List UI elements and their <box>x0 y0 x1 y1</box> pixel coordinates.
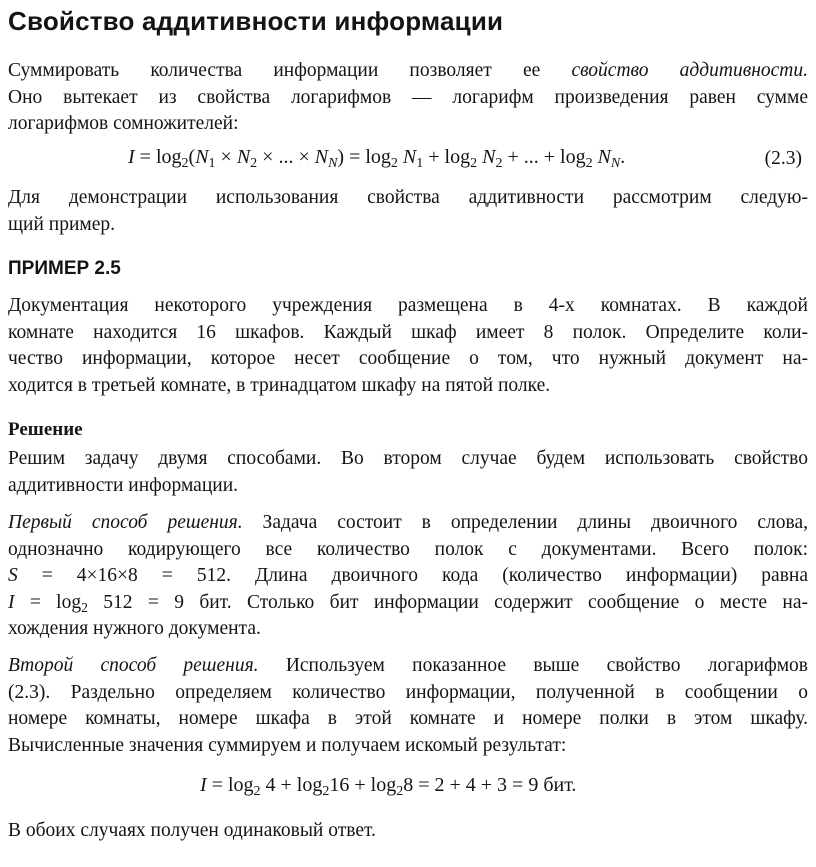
equation-number: (2.3) <box>764 148 802 169</box>
demo-line: щий пример. <box>8 213 116 235</box>
intro-line: Оно вытекает из свойства логарифмов — логарифм произведения равен сумме <box>8 86 808 108</box>
example-line: ходится в третьей комнате, в тринадцатом шкафу на пятой полке. <box>8 374 551 396</box>
method2-line: (2.3). Раздельно определяем количество информации, полученной в сообщении о <box>8 681 808 703</box>
method2-line: Второй способ решения. Используем показанное выше свойство логарифмов <box>8 655 809 676</box>
solution-line: Решим задачу двумя способами. Во втором случае будем использовать свойство <box>8 448 808 469</box>
method2-paragraph <box>8 653 808 759</box>
method1-label: Первый способ решения. <box>8 512 243 533</box>
method2-line: Вычисленные значения суммируем и получаем искомый результат: <box>8 734 567 756</box>
example-paragraph <box>8 293 808 399</box>
solution-heading: Решение <box>8 419 83 440</box>
intro-line: логарифмов сомножителей: <box>8 113 239 134</box>
example-line: комнате находится 16 шкафов. Каждый шкаф имеет 8 полок. Определите коли- <box>8 321 808 343</box>
conclusion-paragraph <box>8 818 808 845</box>
demo-line: Для демонстрации использования свойства аддитивности рассмотрим следую- <box>8 187 808 208</box>
method1-line: однозначно кодирующего все количество полок с документами. Всего полок: <box>8 538 808 560</box>
example-line: Документация некоторого учреждения размещена в 4-х комнатах. В каждой <box>8 295 808 316</box>
intro-line: Суммировать количества информации позволяет ее свойство аддитивности. <box>8 60 808 81</box>
solution-paragraph <box>8 446 808 499</box>
equation-2-3: $I = \log_2(N_1 \times N_2$ × ... × $N_N) = \log_2 N_1 + \log_2 N_2$ + ... + $\log_2 N_N$. <box>128 146 626 171</box>
method2-line: номере комнаты, номере шкафа в этой комнате и номере полки в этом шкафу. <box>8 708 808 729</box>
method2-label: Второй способ решения. <box>8 655 259 676</box>
intro-paragraph <box>8 58 808 138</box>
term-additivity: свойство аддитивности. <box>571 60 808 81</box>
method1-line: Первый способ решения. Задача состоит в определении длины двоичного слова, <box>8 512 808 533</box>
method1-line: S = 4×16×8 = 512. Длина двоичного кода (количество информации) равна <box>8 565 808 586</box>
method1-paragraph <box>8 510 808 643</box>
method1-line: $I = \log_2 512 = 9$ бит. Столько бит информации содержит сообщение о месте на- <box>8 591 808 615</box>
method1-line: хождения нужного документа. <box>8 618 261 639</box>
demo-paragraph <box>8 185 808 238</box>
example-heading: ПРИМЕР 2.5 <box>8 258 121 279</box>
solution-line: аддитивности информации. <box>8 474 239 496</box>
equation-result: $I = \log_2 4 + \log_216 + \log_28 = 2 + 4 + 3 = 9$ бит. <box>200 774 577 799</box>
example-line: чество информации, которое несет сообщение о том, что нужный документ на- <box>8 348 808 369</box>
page-title: Свойство аддитивности информации <box>8 6 504 36</box>
conclusion-line: В обоих случаях получен одинаковый ответ. <box>8 820 376 841</box>
